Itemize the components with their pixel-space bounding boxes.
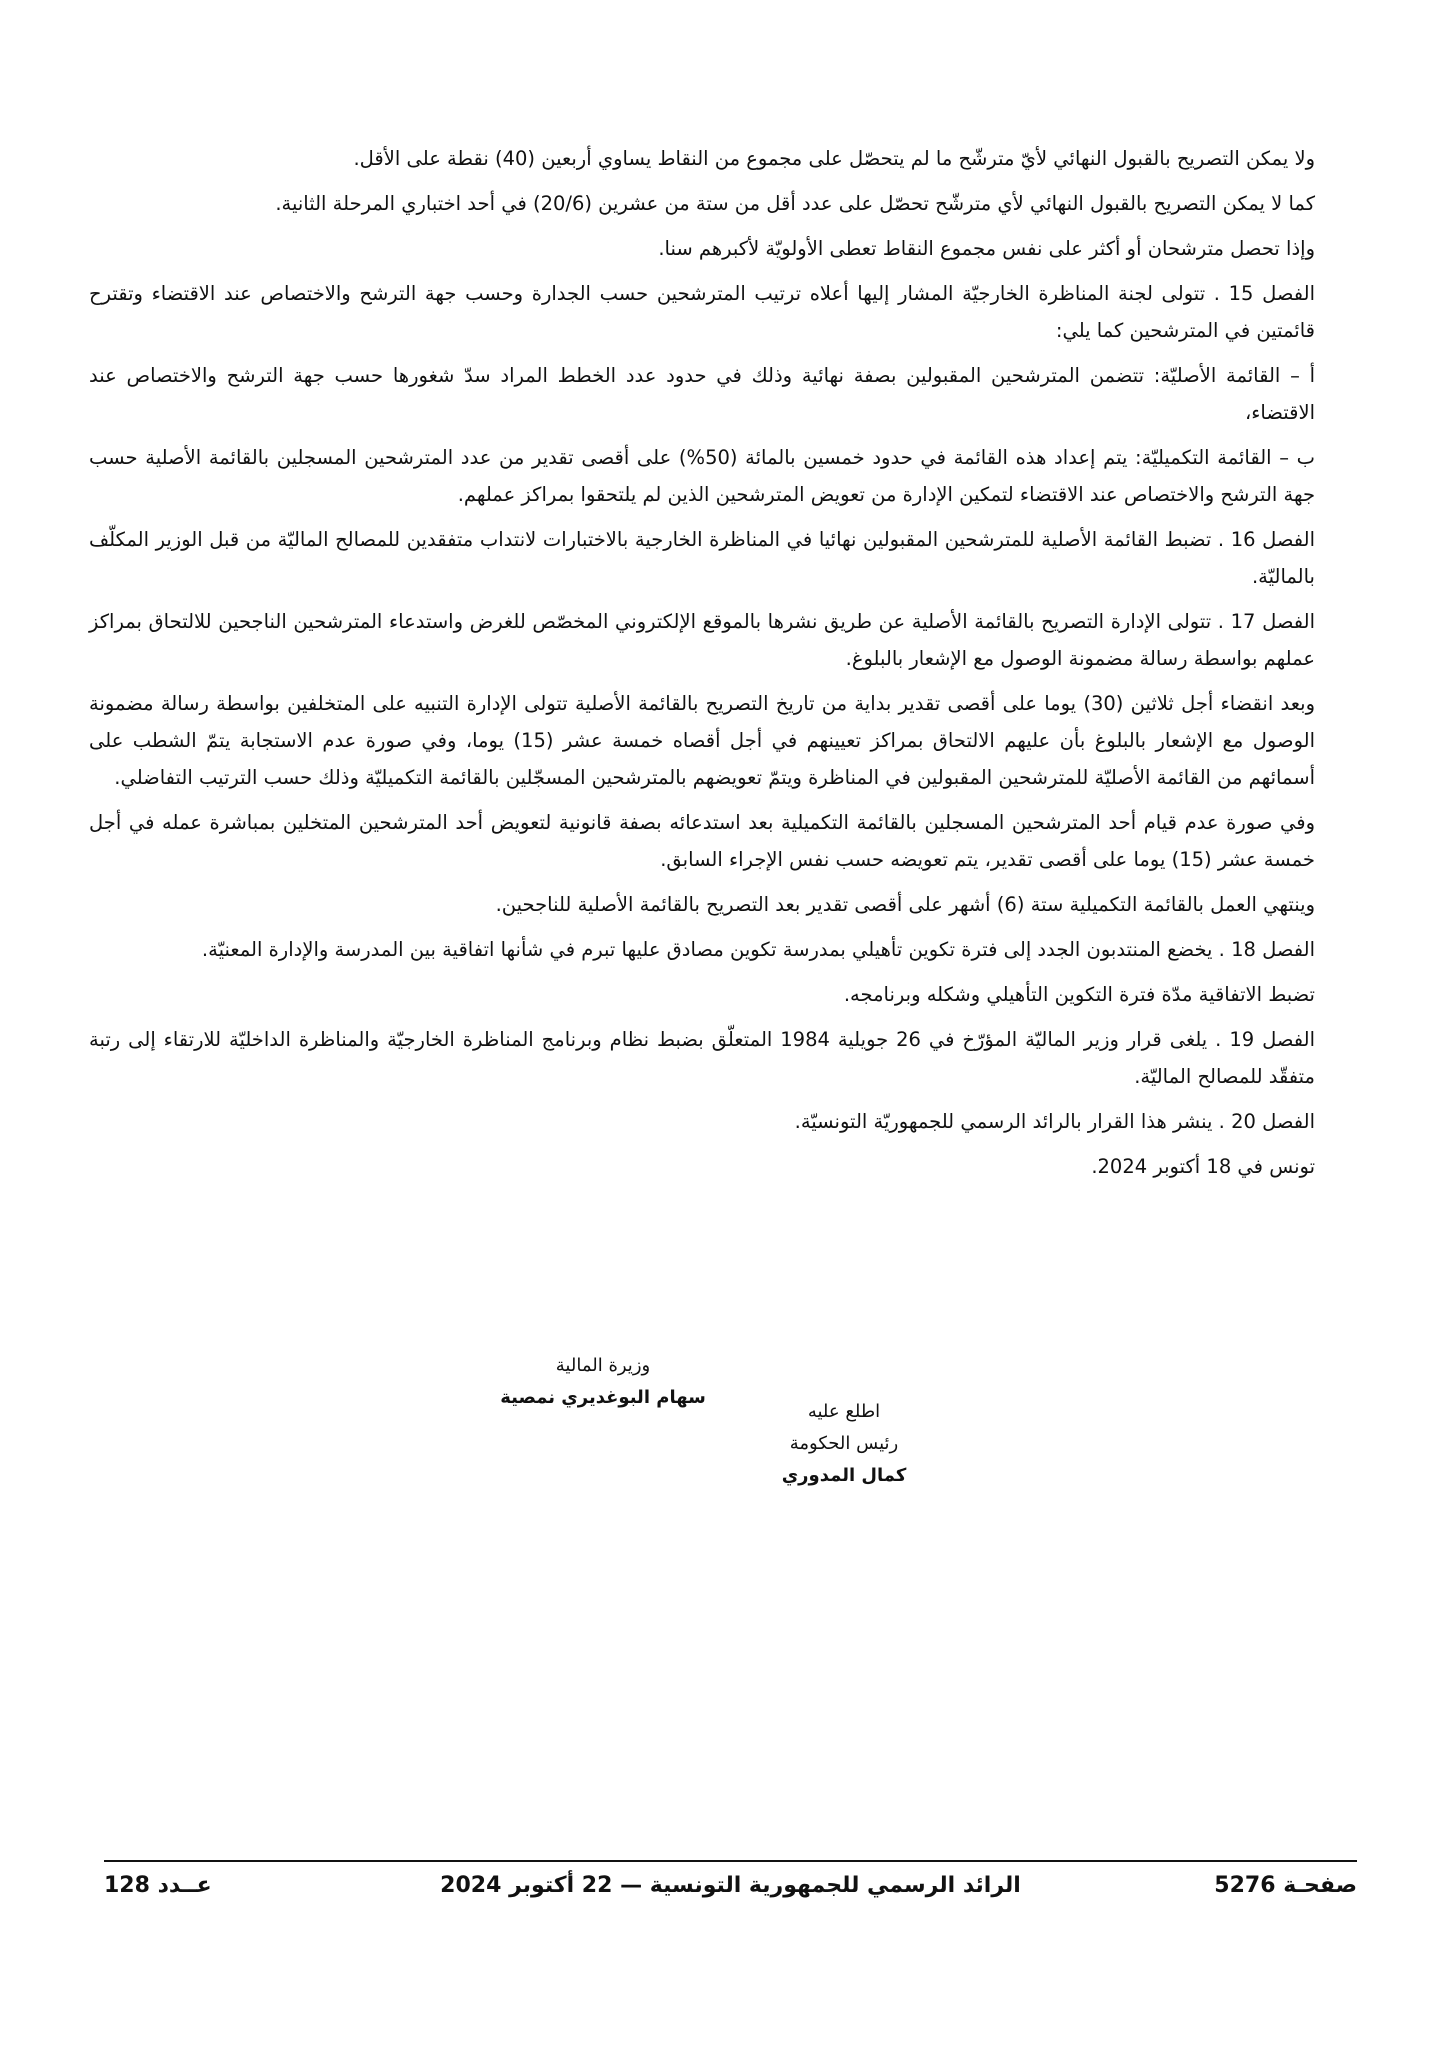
paragraph: ولا يمكن التصريح بالقبول النهائي لأيّ مترشّح ما لم يتحصّل على مجموع من النقاط يساوي أربعين (40) نقطة على الأقل. <box>353 147 1315 170</box>
paragraph: وبعد انقضاء أجل ثلاثين (30) يوما على أقصى تقدير بداية من تاريخ التصريح بالقائمة الأصلية تتولى الإدارة التنبيه على المتخلفين بواسطة رسالة مضمونة الوصول مع الإشعار بالبلوغ بأن عليهم الالتحاق بمراكز تعيينهم في أجل أقصاه خمسة عشر (15) يوما، وفي صورة عدم الاستجابة يتمّ الشطب على أسمائهم من القائمة الأصليّة للمترشحين المقبولين في المناظرة ويتمّ تعويضهم بالمترشحين المسجّلين بالقائمة التكميليّة وذلك حسب الترتيب التفاضلي. <box>89 692 1315 789</box>
paragraph: تضبط الاتفاقية مدّة فترة التكوين التأهيلي وشكله وبرنامجه. <box>843 983 1315 1006</box>
paragraph: ب – القائمة التكميليّة: يتم إعداد هذه القائمة في حدود خمسين بالمائة (50%) على أقصى تقدير من عدد المترشحين المسجلين بالقائمة الأصلية حسب جهة الترشح والاختصاص عند الاقتضاء لتمكين الإدارة من تعويض المترشحين الذين لم يلتحقوا بمراكز عملهم. <box>89 446 1315 506</box>
pm-signature <box>744 1396 944 1492</box>
paragraph: أ – القائمة الأصليّة: تتضمن المترشحين المقبولين بصفة نهائية وذلك في حدود عدد الخطط المراد سدّ شغورها حسب جهة الترشح والاختصاص عند الاقتضاء، <box>89 364 1315 424</box>
paragraph: وإذا تحصل مترشحان أو أكثر على نفس مجموع النقاط تعطى الأولويّة لأكبرهم سنا. <box>658 237 1315 260</box>
page-number: صفحـة 5276 <box>1214 1873 1357 1898</box>
paragraph: كما لا يمكن التصريح بالقبول النهائي لأي مترشّح تحصّل على عدد أقل من ستة من عشرين (20/6) في أحد اختباري المرحلة الثانية. <box>275 192 1315 215</box>
paragraph: الفصل 18 . يخضع المنتدبون الجدد إلى فترة تكوين تأهيلي بمدرسة تكوين مصادق عليها تبرم في شأنها اتفاقية بين المدرسة والإدارة المعنيّة. <box>201 938 1315 961</box>
issue-number: عــدد 128 <box>104 1873 212 1898</box>
paragraph: الفصل 17 . تتولى الإدارة التصريح بالقائمة الأصلية عن طريق نشرها بالموقع الإلكتروني المخصّص للغرض واستدعاء المترشحين الناجحين للالتحاق بمراكز عملهم بواسطة رسالة مضمونة الوصول مع الإشعار بالبلوغ. <box>89 610 1315 670</box>
paragraph: وينتهي العمل بالقائمة التكميلية ستة (6) أشهر على أقصى تقدير بعد التصريح بالقائمة الأصلية للناجحين. <box>495 893 1315 916</box>
footer-divider <box>104 1860 1357 1862</box>
decree-body <box>89 140 1355 1193</box>
paragraph: الفصل 20 . ينشر هذا القرار بالرائد الرسمي للجمهوريّة التونسيّة. <box>794 1110 1315 1133</box>
minister-title: وزيرة المالية <box>555 1355 651 1376</box>
paragraph: الفصل 15 . تتولى لجنة المناظرة الخارجيّة المشار إليها أعلاه ترتيب المترشحين حسب الجدارة وحسب جهة الترشح والاختصاص عند الاقتضاء وتقترح قائمتين في المترشحين كما يلي: <box>89 282 1315 342</box>
pm-title: رئيس الحكومة <box>789 1433 899 1454</box>
signatures-block <box>0 1350 1447 1486</box>
paragraph: تونس في 18 أكتوبر 2024. <box>1091 1155 1315 1178</box>
paragraph: الفصل 19 . يلغى قرار وزير الماليّة المؤرّخ في 26 جويلية 1984 المتعلّق بضبط نظام وبرنامج المناظرة الخارجيّة والمناظرة الداخليّة للارتقاء إلى رتبة متفقّد للمصالح الماليّة. <box>89 1028 1315 1088</box>
page-footer <box>104 1873 1357 1913</box>
paragraph: الفصل 16 . تضبط القائمة الأصلية للمترشحين المقبولين نهائيا في المناظرة الخارجية بالاختبارات لانتداب متفقدين للمصالح الماليّة من قبل الوزير المكلّف بالماليّة. <box>89 528 1315 588</box>
paragraph: وفي صورة عدم قيام أحد المترشحين المسجلين بالقائمة التكميلية بعد استدعائه بصفة قانونية لتعويض أحد المترشحين المتخلين بمباشرة عمله في أجل خمسة عشر (15) يوما على أقصى تقدير، يتم تعويضه حسب نفس الإجراء السابق. <box>89 811 1315 871</box>
journal-title: الرائد الرسمي للجمهورية التونسية — 22 أكتوبر 2024 <box>440 1873 1021 1898</box>
seen-label: اطلع عليه <box>807 1401 881 1422</box>
minister-name: سهام البوغديري نمصية <box>500 1387 706 1408</box>
pm-name: كمال المدوري <box>781 1465 907 1486</box>
minister-signature <box>478 1350 728 1414</box>
